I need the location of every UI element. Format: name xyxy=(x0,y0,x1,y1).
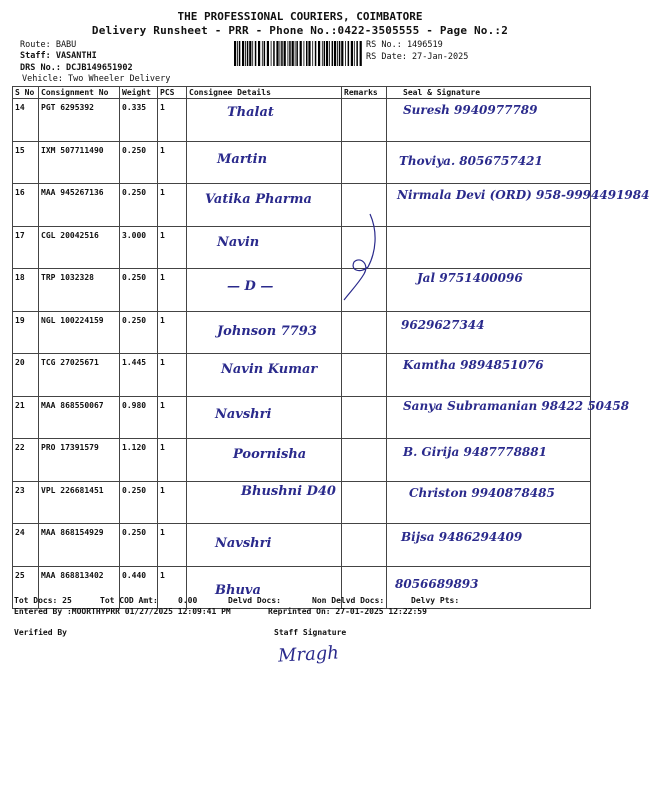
staff-label: Staff: VASANTHI xyxy=(20,51,97,61)
signature-handwriting: Suresh 9940977789 xyxy=(403,103,538,117)
row-sno: 17 xyxy=(13,226,39,269)
row-weight: 3.000 xyxy=(120,226,158,269)
staff-signature-handwritten: Mragh xyxy=(277,642,340,667)
signature-handwriting: B. Girija 9487778881 xyxy=(403,445,547,459)
row-weight: 0.980 xyxy=(120,396,158,439)
consignee-handwriting: Navshri xyxy=(215,406,272,422)
table-row xyxy=(13,311,591,354)
table-row xyxy=(13,524,591,567)
signature-handwriting: 8056689893 xyxy=(395,576,479,591)
row-remarks xyxy=(342,99,387,142)
consignee-handwriting: Poornisha xyxy=(233,447,307,462)
row-seal-signature xyxy=(387,481,591,524)
route-label: Route: BABU xyxy=(20,40,77,50)
row-seal-signature xyxy=(387,354,591,397)
row-sno: 25 xyxy=(13,566,39,609)
row-pcs: 1 xyxy=(158,524,187,567)
row-weight: 0.250 xyxy=(120,184,158,227)
row-pcs: 1 xyxy=(158,226,187,269)
row-weight: 0.250 xyxy=(120,269,158,312)
row-consignment-no: MAA 868154929 xyxy=(39,524,120,567)
row-consignment-no: NGL 100224159 xyxy=(39,311,120,354)
row-consignee-details xyxy=(187,226,342,269)
row-consignment-no: MAA 945267136 xyxy=(39,184,120,227)
row-pcs: 1 xyxy=(158,354,187,397)
delivered-docs: Delvd Docs: xyxy=(228,596,281,605)
table-row xyxy=(13,226,591,269)
row-sno: 22 xyxy=(13,439,39,482)
row-consignment-no: PRO 17391579 xyxy=(39,439,120,482)
row-sno: 21 xyxy=(13,396,39,439)
row-sno: 16 xyxy=(13,184,39,227)
consignee-handwriting: Navin xyxy=(217,234,260,250)
total-docs: Tot Docs: 25 xyxy=(14,596,72,605)
row-remarks xyxy=(342,439,387,482)
row-remarks xyxy=(342,524,387,567)
row-consignee-details xyxy=(187,269,342,312)
signature-handwriting: 9629627344 xyxy=(401,317,485,332)
row-consignee-details xyxy=(187,311,342,354)
drs-number: DRS No.: DCJB149651902 xyxy=(20,63,133,73)
row-pcs: 1 xyxy=(158,439,187,482)
company-name: THE PROFESSIONAL COURIERS, COIMBATORE xyxy=(177,10,423,23)
row-seal-signature xyxy=(387,269,591,312)
non-delivered-docs: Non Delvd Docs: xyxy=(312,596,385,605)
row-seal-signature xyxy=(387,524,591,567)
col-header-remarks: Remarks xyxy=(342,87,387,99)
consignee-handwriting: Thalat xyxy=(227,105,274,120)
row-consignee-details xyxy=(187,354,342,397)
row-sno: 20 xyxy=(13,354,39,397)
row-pcs: 1 xyxy=(158,481,187,524)
table-row xyxy=(13,396,591,439)
row-pcs: 1 xyxy=(158,141,187,184)
row-sno: 24 xyxy=(13,524,39,567)
row-pcs: 1 xyxy=(158,99,187,142)
row-remarks xyxy=(342,354,387,397)
row-consignment-no: TRP 1032328 xyxy=(39,269,120,312)
row-remarks xyxy=(342,396,387,439)
row-consignment-no: PGT 6295392 xyxy=(39,99,120,142)
row-remarks xyxy=(342,311,387,354)
row-seal-signature xyxy=(387,184,649,227)
row-weight: 1.445 xyxy=(120,354,158,397)
scribble-mark xyxy=(340,212,380,302)
vehicle-label: Vehicle: Two Wheeler Delivery xyxy=(22,74,171,84)
col-header-sno: S No xyxy=(13,87,39,99)
row-sno: 14 xyxy=(13,99,39,142)
row-weight: 1.120 xyxy=(120,439,158,482)
row-weight: 0.440 xyxy=(120,566,158,609)
total-cod-value: 0.00 xyxy=(178,596,198,605)
staff-signature-label: Staff Signature xyxy=(274,628,347,637)
total-cod-label: Tot COD Amt: xyxy=(100,596,158,605)
consignee-handwriting: Navshri xyxy=(215,536,272,551)
consignee-handwriting: — D — xyxy=(227,279,274,294)
signature-handwriting: Nirmala Devi (ORD) 958-9994491984 xyxy=(397,188,649,202)
row-sno: 19 xyxy=(13,311,39,354)
table-row xyxy=(13,141,591,184)
row-seal-signature xyxy=(387,226,591,269)
row-consignee-details xyxy=(187,396,342,439)
row-weight: 0.335 xyxy=(120,99,158,142)
consignee-handwriting: Martin xyxy=(217,151,268,167)
table-row xyxy=(13,354,591,397)
row-consignment-no: MAA 868550067 xyxy=(39,396,120,439)
row-pcs: 1 xyxy=(158,311,187,354)
row-sno: 18 xyxy=(13,269,39,312)
signature-handwriting: Sanya Subramanian 98422 50458 xyxy=(403,398,630,413)
row-weight: 0.250 xyxy=(120,141,158,184)
row-seal-signature xyxy=(387,311,591,354)
row-consignee-details xyxy=(187,524,342,567)
row-consignee-details xyxy=(187,439,342,482)
row-consignment-no: IXM 507711490 xyxy=(39,141,120,184)
table-row xyxy=(13,481,591,524)
row-consignee-details xyxy=(187,184,342,227)
row-consignee-details xyxy=(187,99,342,142)
row-pcs: 1 xyxy=(158,396,187,439)
table-row xyxy=(13,269,591,312)
row-sno: 23 xyxy=(13,481,39,524)
row-consignment-no: TCG 27025671 xyxy=(39,354,120,397)
row-weight: 0.250 xyxy=(120,524,158,567)
col-header-seal: Seal & Signature xyxy=(387,87,591,99)
row-sno: 15 xyxy=(13,141,39,184)
rs-date: RS Date: 27-Jan-2025 xyxy=(366,52,469,62)
col-header-pcs: PCS xyxy=(158,87,187,99)
table-row xyxy=(13,439,591,482)
signature-handwriting: Jal 9751400096 xyxy=(417,271,523,285)
signature-handwriting: Thoviya. 8056757421 xyxy=(399,153,543,168)
table-row xyxy=(13,99,591,142)
row-seal-signature xyxy=(387,141,591,184)
row-seal-signature xyxy=(387,99,591,142)
row-seal-signature xyxy=(387,439,591,482)
row-weight: 0.250 xyxy=(120,481,158,524)
row-consignment-no: VPL 226681451 xyxy=(39,481,120,524)
row-seal-signature xyxy=(387,396,630,439)
row-consignee-details xyxy=(187,481,342,524)
signature-handwriting: Christon 9940878485 xyxy=(409,485,555,500)
reprinted-on: Reprinted On: 27-01-2025 12:22:59 xyxy=(268,607,427,616)
signature-handwriting: Kamtha 9894851076 xyxy=(403,358,544,372)
entered-by: Entered By :MOORTHYPRR 01/27/2025 12:09:41 PM xyxy=(14,607,231,616)
row-pcs: 1 xyxy=(158,269,187,312)
consignee-handwriting: Bhushni D40 xyxy=(241,483,336,499)
consignee-handwriting: Navin Kumar xyxy=(221,362,318,377)
barcode-image xyxy=(234,41,360,66)
verified-by: Verified By xyxy=(14,628,67,637)
row-weight: 0.250 xyxy=(120,311,158,354)
runsheet-table xyxy=(12,86,649,609)
col-header-weight: Weight xyxy=(120,87,158,99)
consignee-handwriting: Johnson 7793 xyxy=(217,323,317,339)
delivery-points: Delvy Pts: xyxy=(411,596,460,605)
runsheet-title: Delivery Runsheet - PRR - Phone No.:0422-3505555 - Page No.:2 xyxy=(91,24,509,37)
col-header-consignment: Consignment No xyxy=(39,87,120,99)
row-pcs: 1 xyxy=(158,184,187,227)
row-consignment-no: CGL 20042516 xyxy=(39,226,120,269)
rs-number: RS No.: 1496519 xyxy=(366,40,443,50)
consignee-handwriting: Bhuva xyxy=(215,582,261,598)
row-consignment-no: MAA 868813402 xyxy=(39,566,120,609)
table-header-row xyxy=(13,87,591,99)
signature-handwriting: Bijsa 9486294409 xyxy=(401,530,523,544)
row-consignee-details xyxy=(187,141,342,184)
col-header-consignee: Consignee Details xyxy=(187,87,342,99)
row-remarks xyxy=(342,481,387,524)
consignee-handwriting: Vatika Pharma xyxy=(205,192,312,207)
row-remarks xyxy=(342,141,387,184)
row-pcs: 1 xyxy=(158,566,187,609)
table-row xyxy=(13,184,591,227)
